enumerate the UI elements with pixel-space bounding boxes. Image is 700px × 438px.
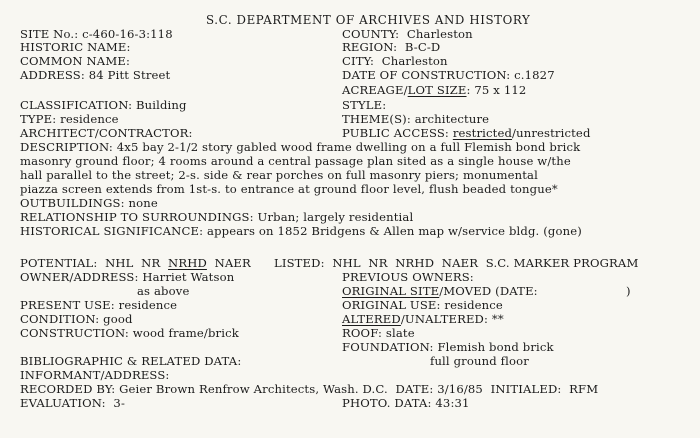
- city: CITY: Charleston: [342, 54, 448, 68]
- public-access-unrestricted: /unrestricted: [512, 126, 591, 140]
- themes: THEME(S): architecture: [342, 112, 490, 126]
- form-title: S.C. DEPARTMENT OF ARCHIVES AND HISTORY: [206, 13, 531, 27]
- historic-name: HISTORIC NAME:: [20, 40, 131, 54]
- foundation-line-2: full ground floor: [430, 354, 529, 368]
- region: REGION: B-C-D: [342, 40, 441, 54]
- potential-label: POTENTIAL: NHL NR: [20, 256, 169, 270]
- original-use: ORIGINAL USE: residence: [342, 298, 503, 312]
- county: COUNTY: Charleston: [342, 27, 473, 41]
- potential: [20, 256, 251, 270]
- foundation: FOUNDATION: Flemish bond brick: [342, 340, 554, 354]
- description-line-4: piazza screen extends from 1st-s. to entrance at ground floor level, flush beaded tongue*: [20, 182, 558, 196]
- listed: LISTED: NHL NR NRHD NAER S.C. MARKER PROGRAM: [274, 256, 639, 270]
- site-number: SITE No.: c-460-16-3:118: [20, 27, 173, 41]
- outbuildings: OUTBUILDINGS: none: [20, 196, 158, 210]
- description-line-3: hall parallel to the street; 2-s. side & rear porches on full masonry piers; monumental: [20, 168, 538, 182]
- condition: CONDITION: good: [20, 312, 133, 326]
- acreage-lot-size: [342, 83, 526, 97]
- classification: CLASSIFICATION: Building: [20, 98, 187, 112]
- public-access-restricted: restricted: [452, 126, 513, 140]
- photo-data: PHOTO. DATA: 43:31: [342, 396, 470, 410]
- altered-label: ALTERED: [342, 312, 401, 326]
- informant-address: INFORMANT/ADDRESS:: [20, 368, 170, 382]
- construction: CONSTRUCTION: wood frame/brick: [20, 326, 239, 340]
- original-site: [342, 284, 538, 298]
- relationship: RELATIONSHIP TO SURROUNDINGS: Urban; largely residential: [20, 210, 414, 224]
- owner-address-line-2: as above: [137, 284, 190, 298]
- unaltered-label: /UNALTERED: **: [400, 312, 504, 326]
- altered: [342, 312, 504, 326]
- lot-size-label: LOT SIZE: [407, 83, 467, 97]
- public-access: [342, 126, 591, 140]
- architect-contractor: ARCHITECT/CONTRACTOR:: [20, 126, 193, 140]
- acreage-label: ACREAGE/: [342, 83, 408, 97]
- description-line-1: DESCRIPTION: 4x5 bay 2-1/2 story gabled wood frame dwelling on a full Flemish bond brick: [20, 140, 581, 154]
- recorded-by: RECORDED BY: Geier Brown Renfrow Architects, Wash. D.C. DATE: 3/16/85 INITIALED: RFM: [20, 382, 599, 396]
- potential-naer: NAER: [206, 256, 251, 270]
- common-name: COMMON NAME:: [20, 54, 131, 68]
- address: ADDRESS: 84 Pitt Street: [20, 68, 171, 82]
- owner-address: OWNER/ADDRESS: Harriet Watson: [20, 270, 235, 284]
- style: STYLE:: [342, 98, 387, 112]
- present-use: PRESENT USE: residence: [20, 298, 178, 312]
- date-of-construction: DATE OF CONSTRUCTION: c.1827: [342, 68, 555, 82]
- type: TYPE: residence: [20, 112, 119, 126]
- previous-owners: PREVIOUS OWNERS:: [342, 270, 474, 284]
- lot-size-value: : 75 x 112: [466, 83, 527, 97]
- moved-date-close: ): [626, 284, 631, 298]
- roof: ROOF: slate: [342, 326, 415, 340]
- bibliographic-data: BIBLIOGRAPHIC & RELATED DATA:: [20, 354, 242, 368]
- evaluation: EVALUATION: 3-: [20, 396, 126, 410]
- historical-significance: HISTORICAL SIGNIFICANCE: appears on 1852 Bridgens & Allen map w/service bldg. (gone): [20, 224, 582, 238]
- potential-nrhd: NRHD: [168, 256, 207, 270]
- description-line-2: masonry ground floor; 4 rooms around a central passage plan sited as a single house w/the: [20, 154, 571, 168]
- original-site-label: ORIGINAL SITE: [342, 284, 440, 298]
- moved-date-label: /MOVED (DATE:: [439, 284, 538, 298]
- public-access-label: PUBLIC ACCESS:: [342, 126, 453, 140]
